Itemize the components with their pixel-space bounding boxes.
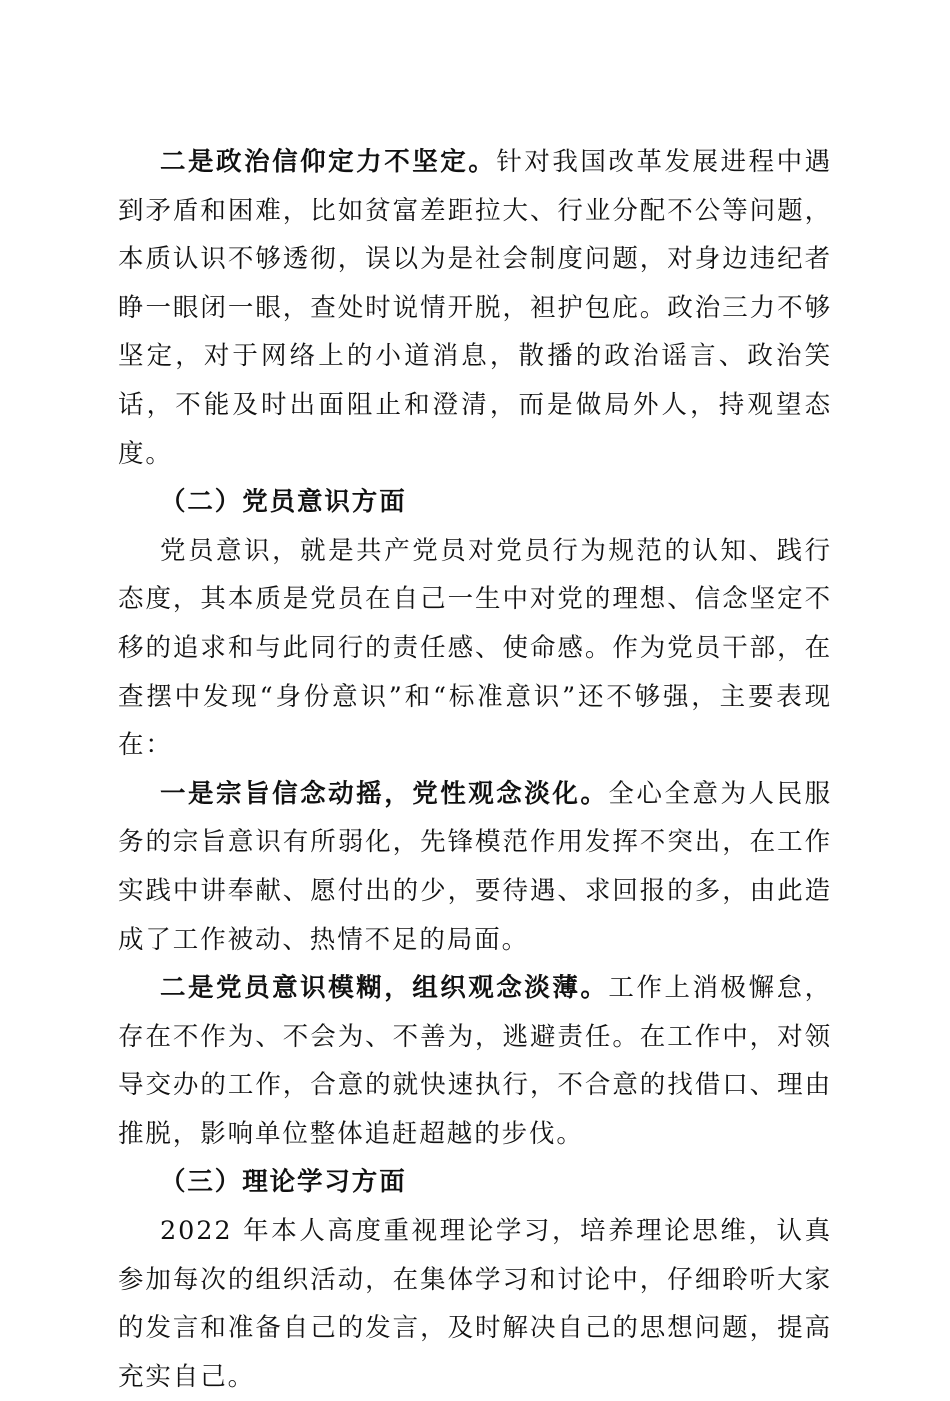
paragraph-text: 工作上消极懈怠，存在不作为、不会为、不善为，逃避责任。在工作中，对领导交办的工作，合意的就快速执行，不合意的找借口、理由推脱，影响单位整体追赶超越的步伐。 [118, 973, 833, 1149]
paragraph-party-awareness-intro: 党员意识，就是共产党员对党员行为规范的认知、践行态度，其本质是党员在自己一生中对党的理想、信念坚定不移的追求和与此同行的责任感、使命感。作为党员干部，在查摆中发现“身份意识”和“标准意识”还不够强，主要表现在： [118, 535, 832, 761]
paragraph-theory-study: 2022 年本人高度重视理论学习，培养理论思维，认真参加每次的组织活动，在集体学习和讨论中，仔细聆听大家的发言和准备自己的发言，及时解决自己的思想问题，提高充实自己。 [118, 1216, 832, 1392]
paragraph-lead: 二是党员意识模糊，组织观念淡薄。 [160, 973, 609, 1004]
paragraph-political-belief [118, 138, 832, 478]
paragraph-text: 针对我国改革发展进程中遇到矛盾和困难，比如贫富差距拉大、行业分配不公等问题，本质认识不够透彻，误以为是社会制度问题，对身边违纪者睁一眼闭一眼，查处时说情开脱，袒护包庇。政治三力不够坚定，对于网络上的小道消息，散播的政治谣言、政治笑话，不能及时出面阻止和澄清，而是做局外人，持观望态度。 [118, 147, 832, 469]
section-heading-party-awareness: （二）党员意识方面 [160, 487, 407, 518]
paragraph-organization-concept [118, 964, 832, 1158]
section-heading-theory-study: （三）理论学习方面 [160, 1167, 407, 1198]
paragraph-lead: 二是政治信仰定力不坚定。 [160, 147, 497, 177]
document-body [118, 138, 832, 1401]
paragraph-lead: 一是宗旨信念动摇，党性观念淡化。 [160, 778, 609, 809]
paragraph-purpose-belief [118, 770, 832, 964]
paragraph-text: 全心全意为人民服务的宗旨意识有所弱化，先锋模范作用发挥不突出，在工作实践中讲奉献、愿付出的少，要待遇、求回报的多，由此造成了工作被动、热情不足的局面。 [118, 778, 833, 955]
